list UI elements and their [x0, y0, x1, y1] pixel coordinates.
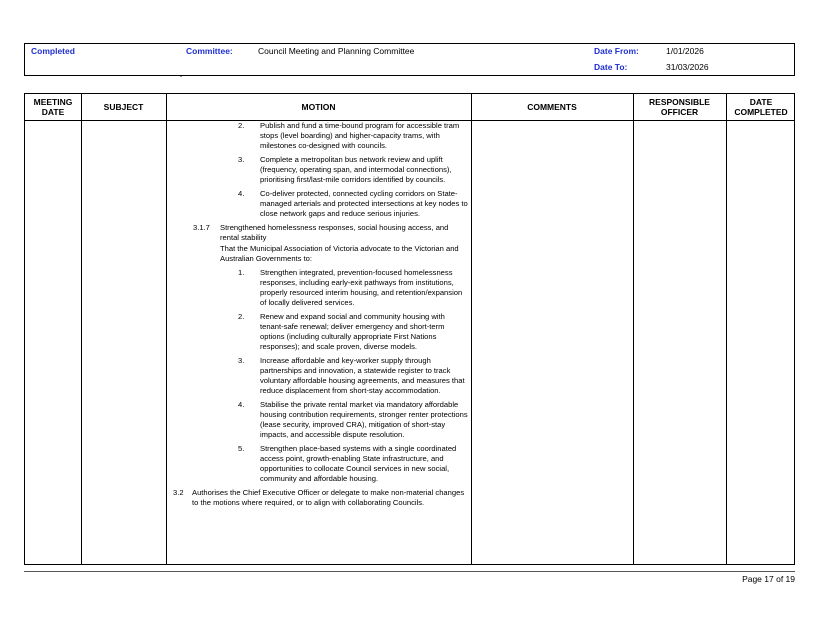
list-item [168, 356, 468, 396]
report-header [24, 43, 795, 76]
list-text: Publish and fund a time-bound program for accessible tram stops (level boarding) and higher-capacity trams, with milestones co-designed with councils. [260, 121, 460, 150]
list-item [168, 400, 468, 440]
list-text: Strengthen integrated, prevention-focused homelessness responses, including early-exit pathways from institutions, properly resourced interim housing, and retention/expansion of locally delivered services. [260, 268, 463, 307]
section-title: Strengthened homelessness responses, social housing access, and rental stability [220, 223, 449, 242]
date-to-label: Date To: [594, 62, 628, 72]
section-number: 3.1.7 [193, 223, 210, 232]
list-text: Renew and expand social and community housing with tenant-safe renewal; deliver emergency and short-term options (including culturally appropriate First Nations responses); and scale proven, diverse models. [260, 312, 445, 351]
list-text: Stabilise the private rental market via mandatory affordable housing contribution requirements, stronger renter protections (lease security, improved CRA), mitigation of short-stay impacts, and accessible dispute resolution. [260, 400, 468, 439]
section-intro: That the Municipal Association of Victoria advocate to the Victorian and Australian Governments to: [220, 244, 459, 263]
column-divider [633, 94, 634, 564]
col-header-responsible-officer: RESPONSIBLE OFFICER [649, 97, 710, 117]
list-number: 1. [238, 268, 245, 277]
column-divider [726, 94, 727, 564]
motion-text [168, 121, 468, 508]
list-item [168, 121, 468, 151]
header-divider [180, 76, 182, 77]
list-item [168, 155, 468, 185]
date-from-label: Date From: [594, 46, 639, 56]
footer-divider [24, 571, 795, 572]
motions-table [24, 93, 795, 565]
list-text: Increase affordable and key-worker supply through partnerships and innovation, a statewide register to track voluntary affordable housing agreements, and measures that reduce displacement from short-stay accommodation. [260, 356, 465, 395]
date-from-value: 1/01/2026 [666, 46, 704, 56]
list-text: Complete a metropolitan bus network review and uplift (frequency, operating span, and intermodal connections), prioritising first/last-mile corridors identified by councils. [260, 155, 452, 184]
col-header-meeting-date: MEETING DATE [33, 97, 73, 117]
list-number: 4. [238, 189, 245, 198]
col-header-motion: MOTION [301, 102, 336, 112]
list-number: 2. [238, 312, 245, 321]
committee-label: Committee: [186, 46, 233, 56]
resolution-text: Authorises the Chief Executive Officer or delegate to make non-material changes to the motions where required, or to align with collaborating Councils. [192, 488, 465, 507]
list-number: 3. [238, 155, 245, 164]
list-item [168, 444, 468, 484]
column-divider [471, 94, 472, 564]
list-text: Strengthen place-based systems with a single coordinated access point, growth-enabling State infrastructure, and opportunities to collocate Council services in new social, community and affordable housing. [260, 444, 457, 483]
list-text: Co-deliver protected, connected cycling corridors on State-managed arterials and protected intersections at key nodes to close network gaps and reduce serious injuries. [260, 189, 468, 218]
list-item [168, 312, 468, 352]
resolution-number: 3.2 [173, 488, 184, 497]
col-header-subject: SUBJECT [103, 102, 144, 112]
list-number: 3. [238, 356, 245, 365]
page-number: Page 17 of 19 [742, 574, 795, 584]
committee-value: Council Meeting and Planning Committee [258, 46, 415, 56]
list-number: 2. [238, 121, 245, 130]
column-divider [81, 94, 82, 564]
status-label: Completed [31, 46, 75, 56]
col-header-date-completed: DATE COMPLETED [734, 97, 788, 117]
list-number: 4. [238, 400, 245, 409]
resolution-item [168, 488, 468, 508]
date-to-value: 31/03/2026 [666, 62, 709, 72]
col-header-comments: COMMENTS [527, 102, 577, 112]
list-item [168, 268, 468, 308]
column-divider [166, 94, 167, 564]
list-number: 5. [238, 444, 245, 453]
section-heading [168, 223, 468, 243]
list-item [168, 189, 468, 219]
